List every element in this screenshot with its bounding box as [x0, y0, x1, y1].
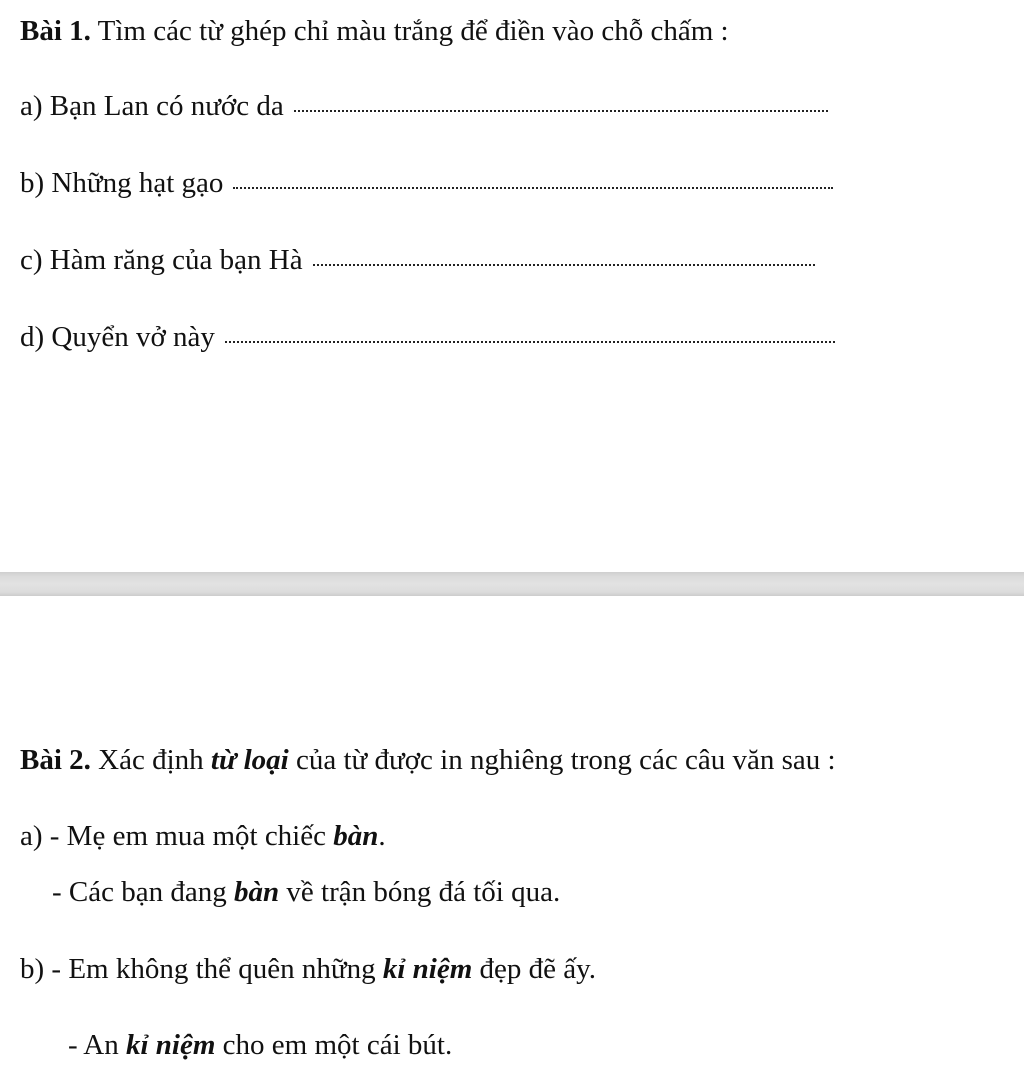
exercise-1-heading — [20, 17, 729, 46]
item-c-text: c) Hàm răng của bạn Hà — [20, 244, 303, 276]
exercise-2-label: Bài 2. — [20, 744, 91, 776]
item-d-text: d) Quyển vở này — [20, 321, 215, 353]
exercise-2-a-sentence-2 — [52, 878, 560, 907]
b2-text-before: - An — [68, 1029, 126, 1061]
exercise-2-heading — [20, 746, 836, 775]
exercise-1-item-d — [20, 323, 835, 352]
b2-text-after: cho em một cái bút. — [215, 1029, 453, 1061]
b1-emphasized-word: kỉ niệm — [382, 953, 473, 985]
a1-emphasized-word: bàn — [333, 820, 379, 852]
a1-text-before: a) - Mẹ em mua một chiếc — [20, 820, 334, 852]
item-b-blank[interactable] — [233, 187, 833, 189]
exercise-1-item-b — [20, 169, 833, 198]
item-c-blank[interactable] — [313, 264, 815, 266]
b1-text-after: đẹp đẽ ấy. — [472, 953, 597, 985]
exercise-2-b-sentence-1 — [20, 955, 596, 984]
a2-text-after: về trận bóng đá tối qua. — [279, 876, 561, 908]
a1-text-after: . — [378, 820, 386, 852]
exercise-2-b-sentence-2 — [68, 1031, 452, 1060]
item-b-text: b) Những hạt gạo — [20, 167, 224, 199]
worksheet-page-2 — [0, 596, 1024, 1081]
exercise-2-prompt-emphasis: từ loại — [210, 744, 289, 776]
exercise-1-prompt: Tìm các từ ghép chỉ màu trắng để điền vào chỗ chấm : — [90, 15, 729, 47]
item-a-text: a) Bạn Lan có nước da — [20, 90, 284, 122]
exercise-1-label: Bài 1. — [20, 15, 91, 47]
exercise-1-item-a — [20, 92, 828, 121]
exercise-2-a-sentence-1 — [20, 822, 386, 851]
b2-emphasized-word: kỉ niệm — [126, 1029, 216, 1061]
exercise-1-item-c — [20, 246, 815, 275]
item-a-blank[interactable] — [294, 110, 828, 112]
a2-text-before: - Các bạn đang — [52, 876, 234, 908]
exercise-2-prompt-end: của từ được in nghiêng trong các câu văn sau : — [288, 744, 836, 776]
b1-text-before: b) - Em không thể quên những — [20, 953, 383, 985]
page-separator — [0, 572, 1024, 596]
a2-emphasized-word: bàn — [234, 876, 280, 908]
item-d-blank[interactable] — [225, 341, 835, 343]
exercise-2-prompt-start: Xác định — [90, 744, 211, 776]
